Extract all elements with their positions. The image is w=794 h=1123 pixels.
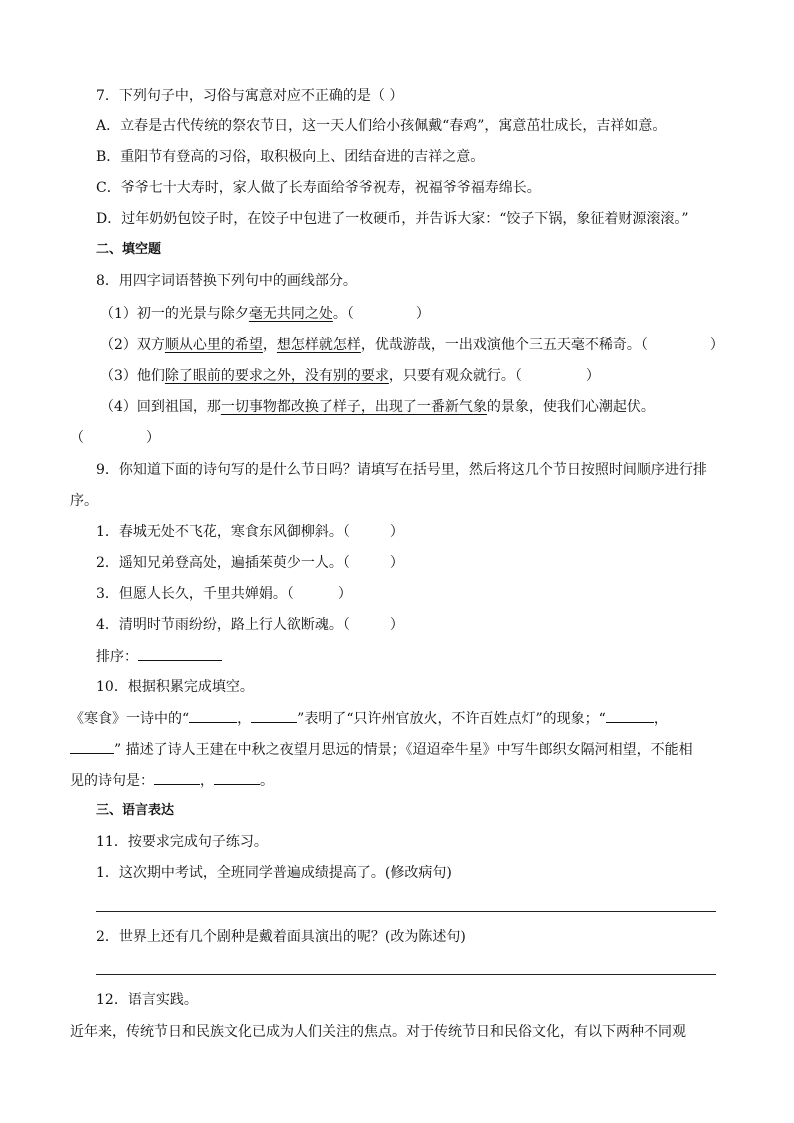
q9-line-2: 2．遥知兄弟登高处，遍插茱萸少一人。（ ） xyxy=(96,555,404,571)
q7-option-c: C．爷爷七十大寿时，家人做了长寿面给爷爷祝寿，祝福爷爷福寿绵长。 xyxy=(96,180,541,196)
q11-sentence-1: 1．这次期中考试，全班同学普遍成绩提高了。(修改病句) xyxy=(96,865,452,881)
q11-answer-line-2[interactable] xyxy=(96,974,716,975)
q10-line-1: 《寒食》一诗中的“ ， ”表明了“只许州官放火，不许百姓点灯”的现象；“ ， xyxy=(70,708,794,729)
q9-order: 排序： xyxy=(96,646,794,667)
q9-order-blank[interactable] xyxy=(138,646,222,661)
q7-stem: 7．下列句子中，习俗与寓意对应不正确的是（ ） xyxy=(96,88,404,104)
q10-blank-4[interactable] xyxy=(70,739,114,754)
q8-item-4-underlined: 一切事物都改换了样子，出现了一番新气象 xyxy=(220,399,487,415)
section-heading-language-expression: 三、语言表达 xyxy=(96,803,175,818)
q12-stem: 12．语言实践。 xyxy=(96,992,198,1008)
q11-sentence-2: 2．世界上还有几个剧种是戴着面具演出的呢？(改为陈述句) xyxy=(96,929,466,945)
q8-item-3: （3）他们除了眼前的要求之外，没有别的要求，只要有观众就行。（ ） xyxy=(100,368,600,384)
q10-line-2: ” 描述了诗人王建在中秋之夜望月思远的情景；《迢迢牵牛星》中写牛郎织女隔河相望，不能相 xyxy=(70,739,794,760)
q7-option-d: D．过年奶奶包饺子时，在饺子中包进了一枚硬币，并告诉大家：“饺子下锅，象征着财源滚滚。” xyxy=(96,211,689,227)
q8-item-2-underlined-1: 顺从心里的希望 xyxy=(164,337,263,353)
q11-stem: 11．按要求完成句子练习。 xyxy=(96,834,268,850)
q9-line-3: 3．但愿人长久，千里共婵娟。（ ） xyxy=(96,586,352,602)
q10-blank-3[interactable] xyxy=(606,708,654,723)
q8-item-2: （2）双方顺从心里的希望，想怎样就怎样，优哉游哉，一出戏演他个三五天毫不稀奇。（ ） xyxy=(100,337,724,353)
q8-stem: 8．用四字词语替换下列句中的画线部分。 xyxy=(96,273,357,289)
q10-blank-6[interactable] xyxy=(214,770,260,785)
q8-item-1-underlined: 毫无共同之处 xyxy=(248,306,333,322)
q9-line-1: 1．春城无处不飞花，寒食东风御柳斜。（ ） xyxy=(96,524,404,540)
q8-item-1-text: （1）初一的光景与除夕 xyxy=(100,306,249,322)
q10-blank-2[interactable] xyxy=(251,708,297,723)
section-heading-fill-in: 二、填空题 xyxy=(96,242,162,257)
q10-blank-1[interactable] xyxy=(189,708,237,723)
q7-option-a: A．立春是古代传统的祭农节日，这一天人们给小孩佩戴“春鸡”，寓意茁壮成长，吉祥如意。 xyxy=(96,118,667,134)
q8-item-4: （4）回到祖国，那一切事物都改换了样子，出现了一番新气象的景象，使我们心潮起伏。 xyxy=(100,399,655,415)
q12-paragraph: 近年来，传统节日和民族文化已成为人们关注的焦点。对于传统节日和民俗文化，有以下两种不同观 xyxy=(70,1024,686,1040)
q10-line-3: 见的诗句是： ， 。 xyxy=(70,770,794,791)
q8-item-1: （1）初一的光景与除夕毫无共同之处。（ ） xyxy=(100,306,430,322)
q7-option-b: B．重阳节有登高的习俗，取积极向上、团结奋进的吉祥之意。 xyxy=(96,149,485,165)
q9-stem-continued: 序。 xyxy=(70,493,98,509)
q8-item-2-underlined-2: 想怎样就怎样 xyxy=(276,337,361,353)
q9-stem: 9．你知道下面的诗句写的是什么节日吗？请填写在括号里，然后将这几个节日按照时间顺序进行排 xyxy=(96,462,707,478)
q9-line-4: 4．清明时节雨纷纷，路上行人欲断魂。（ ） xyxy=(96,617,404,633)
q8-item-3-underlined: 除了眼前的要求之外，没有别的要求 xyxy=(164,368,389,384)
q10-blank-5[interactable] xyxy=(154,770,200,785)
q8-item-4-answer: （ ） xyxy=(70,430,160,446)
q11-answer-line-1[interactable] xyxy=(96,911,716,912)
q10-stem: 10．根据积累完成填空。 xyxy=(96,679,254,695)
